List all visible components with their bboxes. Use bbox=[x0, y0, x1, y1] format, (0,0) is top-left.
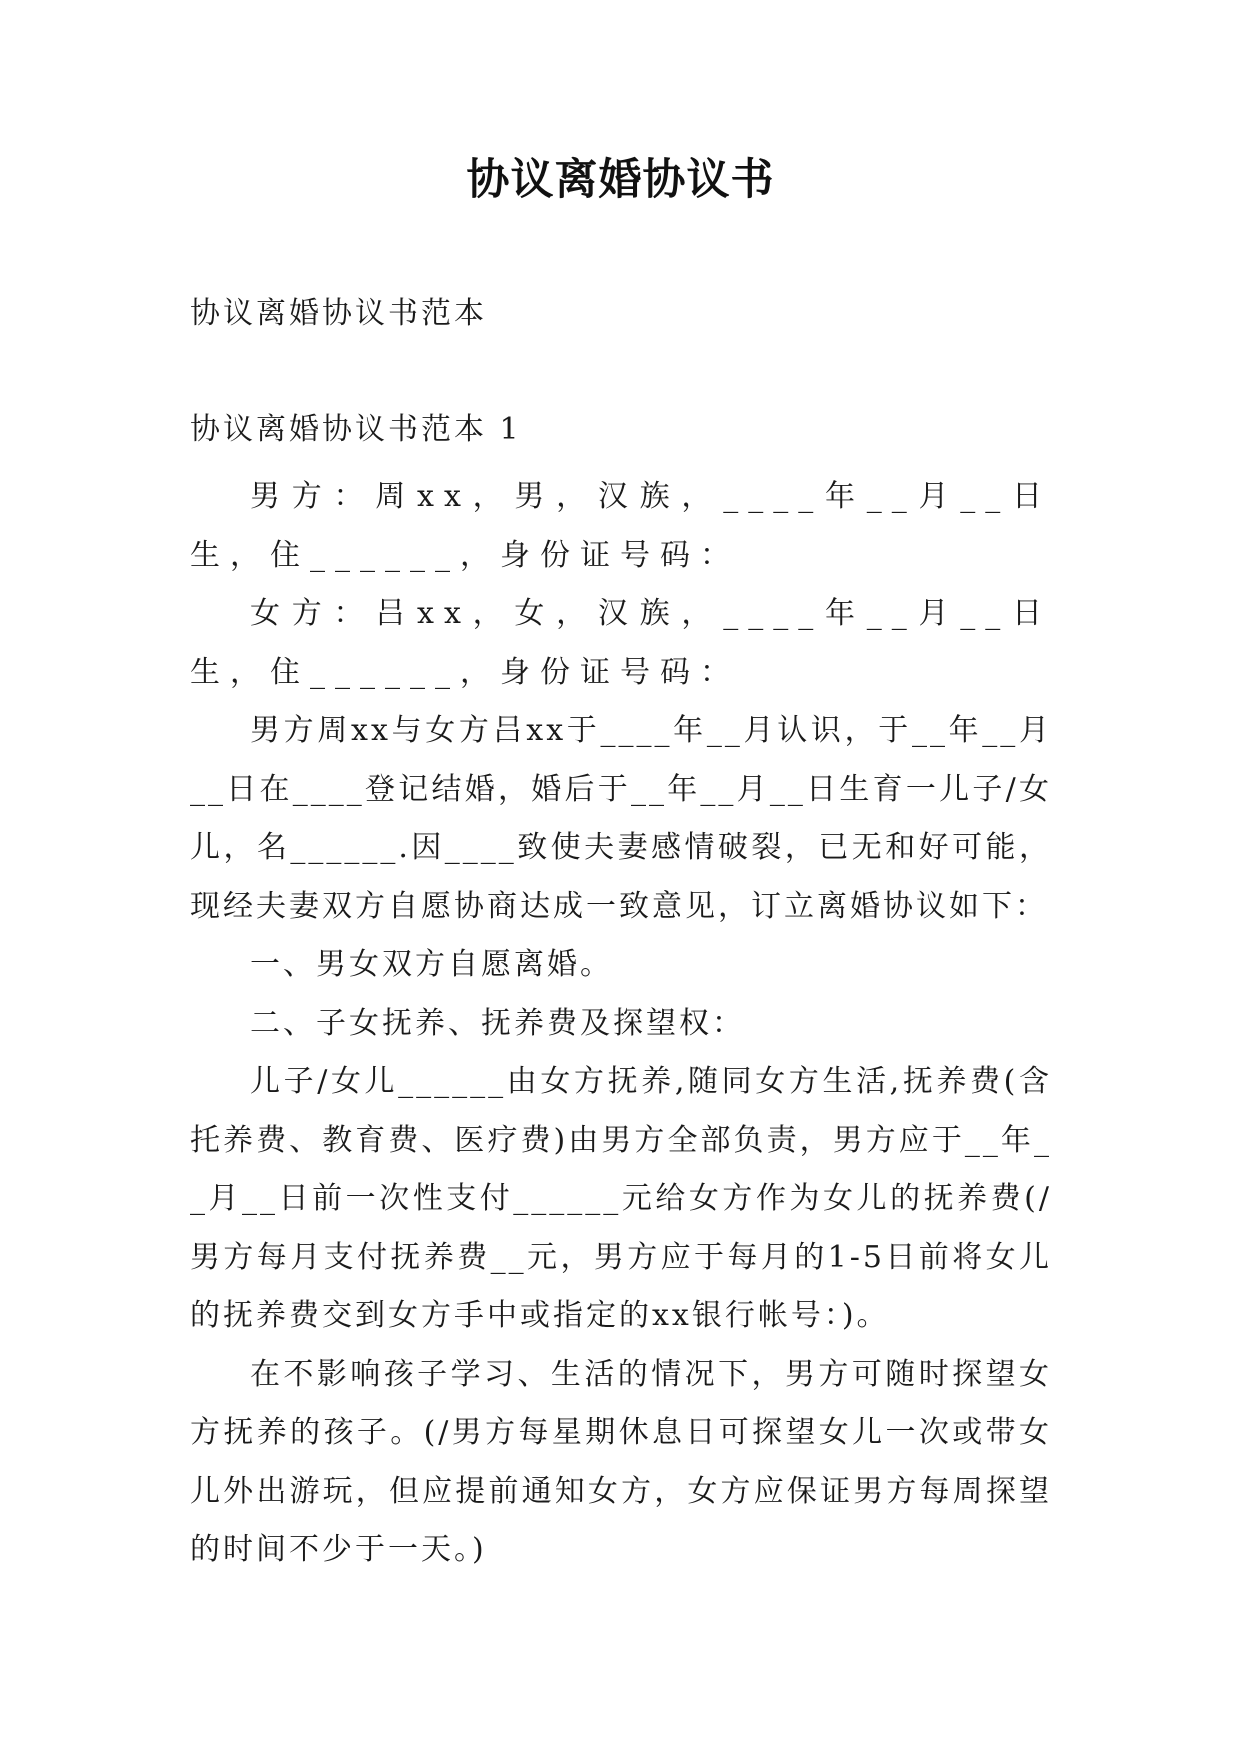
paragraph-male-party: 男方：周xx，男，汉族，____年__月__日生，住______，身份证号码： bbox=[190, 479, 1052, 573]
paragraph-child-support: 儿子/女儿______由女方抚养,随同女方生活,抚养费(含托养费、教育费、医疗费)由男方全部负责，男方应于__年__月__日前一次性支付______元给女方作为女儿的抚养费(/男方每月支付抚养费__元，男方应于每月的1-5日前将女儿的抚养费交到女方手中或指定的xx银行帐号：)。 bbox=[190, 1064, 1052, 1333]
document-title: 协议离婚协议书 bbox=[466, 155, 775, 205]
document-subtitle: 协议离婚协议书范本 bbox=[190, 296, 487, 331]
section-heading: 协议离婚协议书范本 1 bbox=[190, 412, 522, 447]
paragraph-visitation: 在不影响孩子学习、生活的情况下，男方可随时探望女方抚养的孩子。(/男方每星期休息日可探望女儿一次或带女儿外出游玩，但应提前通知女方，女方应保证男方每周探望的时间不少于一天。) bbox=[190, 1356, 1052, 1567]
paragraph-clause-2: 二、子女抚养、抚养费及探望权： bbox=[250, 1005, 745, 1041]
paragraph-clause-1: 一、男女双方自愿离婚。 bbox=[250, 947, 613, 982]
document-body bbox=[190, 468, 1052, 1580]
paragraph-female-party: 女方：吕xx，女，汉族，____年__月__日生，住______，身份证号码： bbox=[190, 596, 1052, 690]
paragraph-marriage-background: 男方周xx与女方吕xx于____年__月认识，于__年__月__日在____登记结婚，婚后于__年__月__日生育一儿子/女儿，名______.因____致使夫妻感情破裂，已无和好可能，现经夫妻双方自愿协商达成一致意见，订立离婚协议如下： bbox=[190, 713, 1052, 924]
